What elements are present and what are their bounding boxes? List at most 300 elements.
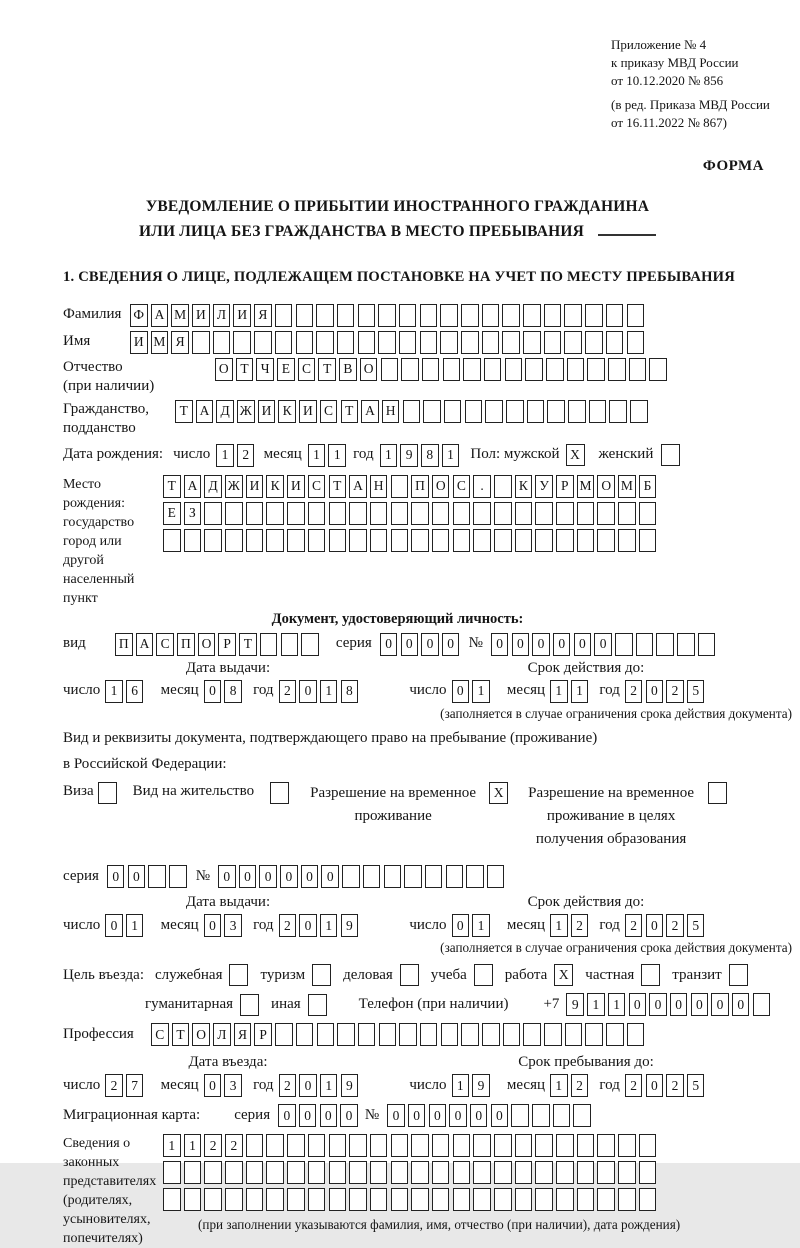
char-cell[interactable]: Т: [341, 400, 359, 423]
char-cell[interactable]: 1: [308, 444, 326, 467]
char-cell[interactable]: 0: [491, 633, 509, 656]
char-cell[interactable]: [515, 502, 533, 525]
char-cell[interactable]: [453, 1188, 471, 1211]
char-cell[interactable]: [296, 304, 314, 327]
char-cell[interactable]: [342, 865, 360, 888]
char-cell[interactable]: И: [130, 331, 148, 354]
char-cell[interactable]: [564, 304, 582, 327]
char-cell[interactable]: [556, 1134, 574, 1157]
char-cell[interactable]: [432, 1188, 450, 1211]
char-cell[interactable]: О: [432, 475, 450, 498]
char-cell[interactable]: [618, 1134, 636, 1157]
char-cell[interactable]: [523, 331, 541, 354]
char-cell[interactable]: [169, 865, 187, 888]
char-cell[interactable]: [556, 1161, 574, 1184]
char-cell[interactable]: 0: [218, 865, 236, 888]
char-cell[interactable]: [473, 1134, 491, 1157]
char-cell[interactable]: Т: [318, 358, 336, 381]
char-cell[interactable]: 1: [328, 444, 346, 467]
char-cell[interactable]: 0: [280, 865, 298, 888]
char-cell[interactable]: К: [278, 400, 296, 423]
char-cell[interactable]: 7: [126, 1074, 144, 1097]
purpose-transit-checkbox[interactable]: [729, 964, 748, 986]
char-cell[interactable]: 2: [237, 444, 255, 467]
char-cell[interactable]: [597, 1161, 615, 1184]
char-cell[interactable]: 1: [550, 680, 568, 703]
char-cell[interactable]: [266, 1188, 284, 1211]
char-cell[interactable]: 1: [608, 993, 626, 1016]
char-cell[interactable]: 0: [380, 633, 398, 656]
char-cell[interactable]: [525, 358, 543, 381]
purpose-work-checkbox[interactable]: X: [554, 964, 573, 986]
char-cell[interactable]: [308, 1134, 326, 1157]
char-cell[interactable]: [698, 633, 716, 656]
char-cell[interactable]: [506, 400, 524, 423]
char-cell[interactable]: 0: [452, 914, 470, 937]
char-cell[interactable]: 0: [691, 993, 709, 1016]
char-cell[interactable]: [494, 1134, 512, 1157]
char-cell[interactable]: [482, 1023, 500, 1046]
char-cell[interactable]: [556, 529, 574, 552]
char-cell[interactable]: [494, 1188, 512, 1211]
char-cell[interactable]: [275, 1023, 293, 1046]
char-cell[interactable]: [535, 1188, 553, 1211]
char-cell[interactable]: [233, 331, 251, 354]
char-cell[interactable]: Е: [277, 358, 295, 381]
char-cell[interactable]: А: [196, 400, 214, 423]
char-cell[interactable]: 5: [687, 1074, 705, 1097]
char-cell[interactable]: 0: [107, 865, 125, 888]
char-cell[interactable]: [453, 1134, 471, 1157]
char-cell[interactable]: [432, 1161, 450, 1184]
char-cell[interactable]: [391, 529, 409, 552]
char-cell[interactable]: Ж: [237, 400, 255, 423]
char-cell[interactable]: 0: [574, 633, 592, 656]
char-cell[interactable]: И: [246, 475, 264, 498]
char-cell[interactable]: 0: [429, 1104, 447, 1127]
char-cell[interactable]: [225, 1161, 243, 1184]
char-cell[interactable]: Р: [556, 475, 574, 498]
char-cell[interactable]: [391, 1188, 409, 1211]
char-cell[interactable]: [379, 1023, 397, 1046]
char-cell[interactable]: [618, 1161, 636, 1184]
char-cell[interactable]: [577, 1161, 595, 1184]
char-cell[interactable]: [473, 529, 491, 552]
sex-male-checkbox[interactable]: X: [566, 444, 585, 466]
char-cell[interactable]: 2: [571, 1074, 589, 1097]
char-cell[interactable]: 1: [320, 914, 338, 937]
char-cell[interactable]: [213, 331, 231, 354]
char-cell[interactable]: 5: [687, 914, 705, 937]
char-cell[interactable]: [630, 400, 648, 423]
char-cell[interactable]: [494, 1161, 512, 1184]
char-cell[interactable]: [349, 502, 367, 525]
char-cell[interactable]: [308, 1161, 326, 1184]
char-cell[interactable]: 0: [649, 993, 667, 1016]
char-cell[interactable]: [463, 358, 481, 381]
char-cell[interactable]: [502, 331, 520, 354]
char-cell[interactable]: [639, 1134, 657, 1157]
char-cell[interactable]: [639, 502, 657, 525]
char-cell[interactable]: [544, 304, 562, 327]
char-cell[interactable]: [461, 1023, 479, 1046]
char-cell[interactable]: [585, 1023, 603, 1046]
char-cell[interactable]: 9: [400, 444, 418, 467]
char-cell[interactable]: [494, 475, 512, 498]
char-cell[interactable]: Р: [254, 1023, 272, 1046]
char-cell[interactable]: [148, 865, 166, 888]
char-cell[interactable]: [523, 304, 541, 327]
char-cell[interactable]: [246, 502, 264, 525]
char-cell[interactable]: 1: [184, 1134, 202, 1157]
char-cell[interactable]: 0: [387, 1104, 405, 1127]
char-cell[interactable]: 1: [550, 914, 568, 937]
char-cell[interactable]: [609, 400, 627, 423]
char-cell[interactable]: 0: [299, 680, 317, 703]
char-cell[interactable]: 0: [340, 1104, 358, 1127]
char-cell[interactable]: [618, 502, 636, 525]
char-cell[interactable]: 9: [341, 914, 359, 937]
char-cell[interactable]: [337, 331, 355, 354]
char-cell[interactable]: 0: [449, 1104, 467, 1127]
char-cell[interactable]: 0: [594, 633, 612, 656]
char-cell[interactable]: [544, 1023, 562, 1046]
char-cell[interactable]: [163, 1161, 181, 1184]
char-cell[interactable]: Л: [213, 1023, 231, 1046]
purpose-business-checkbox[interactable]: [400, 964, 419, 986]
char-cell[interactable]: 2: [666, 680, 684, 703]
char-cell[interactable]: [577, 1188, 595, 1211]
char-cell[interactable]: 2: [625, 914, 643, 937]
char-cell[interactable]: 1: [126, 914, 144, 937]
char-cell[interactable]: 9: [566, 993, 584, 1016]
char-cell[interactable]: З: [184, 502, 202, 525]
char-cell[interactable]: 0: [470, 1104, 488, 1127]
char-cell[interactable]: 6: [126, 680, 144, 703]
char-cell[interactable]: 0: [299, 914, 317, 937]
char-cell[interactable]: [316, 331, 334, 354]
char-cell[interactable]: 9: [341, 1074, 359, 1097]
char-cell[interactable]: [399, 304, 417, 327]
char-cell[interactable]: 0: [278, 1104, 296, 1127]
char-cell[interactable]: 1: [216, 444, 234, 467]
char-cell[interactable]: С: [308, 475, 326, 498]
char-cell[interactable]: Р: [218, 633, 236, 656]
char-cell[interactable]: 1: [452, 1074, 470, 1097]
char-cell[interactable]: [370, 1188, 388, 1211]
char-cell[interactable]: [246, 1161, 264, 1184]
char-cell[interactable]: Д: [204, 475, 222, 498]
char-cell[interactable]: [349, 529, 367, 552]
char-cell[interactable]: [275, 304, 293, 327]
char-cell[interactable]: [370, 529, 388, 552]
char-cell[interactable]: [597, 529, 615, 552]
char-cell[interactable]: [246, 1134, 264, 1157]
char-cell[interactable]: 5: [687, 680, 705, 703]
char-cell[interactable]: [535, 529, 553, 552]
char-cell[interactable]: [443, 358, 461, 381]
char-cell[interactable]: Т: [163, 475, 181, 498]
char-cell[interactable]: 0: [321, 865, 339, 888]
char-cell[interactable]: [494, 529, 512, 552]
char-cell[interactable]: [275, 331, 293, 354]
char-cell[interactable]: [391, 1161, 409, 1184]
char-cell[interactable]: [184, 1161, 202, 1184]
char-cell[interactable]: 0: [128, 865, 146, 888]
char-cell[interactable]: [349, 1188, 367, 1211]
char-cell[interactable]: К: [515, 475, 533, 498]
char-cell[interactable]: Т: [175, 400, 193, 423]
char-cell[interactable]: [432, 1134, 450, 1157]
char-cell[interactable]: [411, 502, 429, 525]
purpose-humanitarian-checkbox[interactable]: [240, 994, 259, 1016]
char-cell[interactable]: М: [618, 475, 636, 498]
char-cell[interactable]: Ж: [225, 475, 243, 498]
purpose-private-checkbox[interactable]: [641, 964, 660, 986]
char-cell[interactable]: [453, 502, 471, 525]
char-cell[interactable]: 0: [452, 680, 470, 703]
char-cell[interactable]: А: [136, 633, 154, 656]
char-cell[interactable]: [411, 1188, 429, 1211]
char-cell[interactable]: [639, 1188, 657, 1211]
char-cell[interactable]: [473, 502, 491, 525]
char-cell[interactable]: Т: [172, 1023, 190, 1046]
char-cell[interactable]: [378, 304, 396, 327]
char-cell[interactable]: 0: [401, 633, 419, 656]
char-cell[interactable]: [378, 331, 396, 354]
char-cell[interactable]: [370, 502, 388, 525]
char-cell[interactable]: 8: [341, 680, 359, 703]
char-cell[interactable]: 0: [670, 993, 688, 1016]
char-cell[interactable]: [535, 1134, 553, 1157]
char-cell[interactable]: 0: [204, 1074, 222, 1097]
char-cell[interactable]: [589, 400, 607, 423]
char-cell[interactable]: [337, 1023, 355, 1046]
char-cell[interactable]: О: [597, 475, 615, 498]
char-cell[interactable]: Я: [254, 304, 272, 327]
char-cell[interactable]: [585, 331, 603, 354]
char-cell[interactable]: [432, 502, 450, 525]
char-cell[interactable]: [556, 1188, 574, 1211]
char-cell[interactable]: 2: [666, 914, 684, 937]
char-cell[interactable]: 2: [279, 680, 297, 703]
char-cell[interactable]: [547, 400, 565, 423]
char-cell[interactable]: [511, 1104, 529, 1127]
char-cell[interactable]: [287, 502, 305, 525]
char-cell[interactable]: [444, 400, 462, 423]
char-cell[interactable]: [564, 331, 582, 354]
char-cell[interactable]: [411, 1161, 429, 1184]
char-cell[interactable]: [515, 1188, 533, 1211]
char-cell[interactable]: Ч: [256, 358, 274, 381]
char-cell[interactable]: И: [258, 400, 276, 423]
char-cell[interactable]: [329, 1134, 347, 1157]
char-cell[interactable]: [425, 865, 443, 888]
char-cell[interactable]: [446, 865, 464, 888]
char-cell[interactable]: [494, 502, 512, 525]
char-cell[interactable]: 0: [711, 993, 729, 1016]
char-cell[interactable]: С: [453, 475, 471, 498]
char-cell[interactable]: 0: [442, 633, 460, 656]
char-cell[interactable]: [627, 331, 645, 354]
char-cell[interactable]: О: [192, 1023, 210, 1046]
char-cell[interactable]: [535, 502, 553, 525]
char-cell[interactable]: 2: [571, 914, 589, 937]
char-cell[interactable]: 0: [408, 1104, 426, 1127]
char-cell[interactable]: [296, 331, 314, 354]
char-cell[interactable]: [502, 304, 520, 327]
char-cell[interactable]: С: [156, 633, 174, 656]
char-cell[interactable]: [608, 358, 626, 381]
char-cell[interactable]: [627, 1023, 645, 1046]
char-cell[interactable]: 0: [553, 633, 571, 656]
char-cell[interactable]: Т: [236, 358, 254, 381]
residence-permit-checkbox[interactable]: [270, 782, 289, 804]
char-cell[interactable]: [461, 304, 479, 327]
char-cell[interactable]: [404, 865, 422, 888]
char-cell[interactable]: [401, 358, 419, 381]
char-cell[interactable]: 2: [225, 1134, 243, 1157]
char-cell[interactable]: [618, 1188, 636, 1211]
char-cell[interactable]: [308, 1188, 326, 1211]
sex-female-checkbox[interactable]: [661, 444, 680, 466]
char-cell[interactable]: 1: [320, 680, 338, 703]
char-cell[interactable]: Ф: [130, 304, 148, 327]
char-cell[interactable]: [597, 1134, 615, 1157]
char-cell[interactable]: [204, 502, 222, 525]
char-cell[interactable]: [358, 1023, 376, 1046]
char-cell[interactable]: 0: [299, 1074, 317, 1097]
char-cell[interactable]: [515, 529, 533, 552]
char-cell[interactable]: [636, 633, 654, 656]
char-cell[interactable]: [337, 304, 355, 327]
char-cell[interactable]: [453, 1161, 471, 1184]
char-cell[interactable]: [316, 304, 334, 327]
char-cell[interactable]: [204, 1161, 222, 1184]
char-cell[interactable]: [606, 304, 624, 327]
char-cell[interactable]: [225, 529, 243, 552]
char-cell[interactable]: [618, 529, 636, 552]
char-cell[interactable]: О: [215, 358, 233, 381]
char-cell[interactable]: [391, 1134, 409, 1157]
char-cell[interactable]: П: [115, 633, 133, 656]
char-cell[interactable]: [403, 400, 421, 423]
char-cell[interactable]: [482, 331, 500, 354]
char-cell[interactable]: 0: [204, 914, 222, 937]
char-cell[interactable]: [466, 865, 484, 888]
char-cell[interactable]: [587, 358, 605, 381]
char-cell[interactable]: [192, 331, 210, 354]
char-cell[interactable]: 9: [472, 1074, 490, 1097]
char-cell[interactable]: [573, 1104, 591, 1127]
char-cell[interactable]: [523, 1023, 541, 1046]
char-cell[interactable]: [656, 633, 674, 656]
char-cell[interactable]: [363, 865, 381, 888]
char-cell[interactable]: А: [151, 304, 169, 327]
char-cell[interactable]: 1: [587, 993, 605, 1016]
char-cell[interactable]: 1: [380, 444, 398, 467]
char-cell[interactable]: [391, 475, 409, 498]
char-cell[interactable]: И: [233, 304, 251, 327]
edu-permit-checkbox[interactable]: [708, 782, 727, 804]
char-cell[interactable]: [544, 331, 562, 354]
char-cell[interactable]: [411, 529, 429, 552]
char-cell[interactable]: [453, 529, 471, 552]
char-cell[interactable]: С: [151, 1023, 169, 1046]
char-cell[interactable]: О: [198, 633, 216, 656]
char-cell[interactable]: [440, 331, 458, 354]
temp-permit-checkbox[interactable]: X: [489, 782, 508, 804]
char-cell[interactable]: М: [577, 475, 595, 498]
char-cell[interactable]: 2: [625, 680, 643, 703]
char-cell[interactable]: [615, 633, 633, 656]
char-cell[interactable]: [627, 304, 645, 327]
char-cell[interactable]: Е: [163, 502, 181, 525]
char-cell[interactable]: 1: [163, 1134, 181, 1157]
char-cell[interactable]: [585, 304, 603, 327]
char-cell[interactable]: [505, 358, 523, 381]
char-cell[interactable]: [503, 1023, 521, 1046]
char-cell[interactable]: 0: [646, 914, 664, 937]
char-cell[interactable]: Л: [213, 304, 231, 327]
char-cell[interactable]: [553, 1104, 571, 1127]
char-cell[interactable]: [287, 529, 305, 552]
char-cell[interactable]: [287, 1188, 305, 1211]
char-cell[interactable]: 2: [625, 1074, 643, 1097]
char-cell[interactable]: [432, 529, 450, 552]
char-cell[interactable]: [204, 529, 222, 552]
char-cell[interactable]: [370, 1134, 388, 1157]
char-cell[interactable]: 1: [105, 680, 123, 703]
char-cell[interactable]: М: [151, 331, 169, 354]
char-cell[interactable]: 2: [204, 1134, 222, 1157]
char-cell[interactable]: Н: [370, 475, 388, 498]
char-cell[interactable]: Б: [639, 475, 657, 498]
char-cell[interactable]: Я: [234, 1023, 252, 1046]
char-cell[interactable]: [420, 331, 438, 354]
char-cell[interactable]: О: [360, 358, 378, 381]
char-cell[interactable]: 2: [279, 914, 297, 937]
char-cell[interactable]: 1: [571, 680, 589, 703]
char-cell[interactable]: [260, 633, 278, 656]
char-cell[interactable]: 0: [299, 1104, 317, 1127]
char-cell[interactable]: [329, 502, 347, 525]
char-cell[interactable]: [465, 400, 483, 423]
char-cell[interactable]: 2: [666, 1074, 684, 1097]
char-cell[interactable]: 8: [224, 680, 242, 703]
char-cell[interactable]: [485, 400, 503, 423]
char-cell[interactable]: А: [349, 475, 367, 498]
char-cell[interactable]: К: [266, 475, 284, 498]
char-cell[interactable]: 0: [732, 993, 750, 1016]
char-cell[interactable]: 3: [224, 1074, 242, 1097]
char-cell[interactable]: [532, 1104, 550, 1127]
char-cell[interactable]: [422, 358, 440, 381]
char-cell[interactable]: 2: [105, 1074, 123, 1097]
char-cell[interactable]: 0: [421, 633, 439, 656]
char-cell[interactable]: 0: [204, 680, 222, 703]
char-cell[interactable]: [349, 1134, 367, 1157]
char-cell[interactable]: [246, 1188, 264, 1211]
char-cell[interactable]: [287, 1161, 305, 1184]
char-cell[interactable]: [399, 331, 417, 354]
char-cell[interactable]: П: [411, 475, 429, 498]
char-cell[interactable]: [753, 993, 771, 1016]
char-cell[interactable]: [473, 1161, 491, 1184]
char-cell[interactable]: [349, 1161, 367, 1184]
char-cell[interactable]: [358, 331, 376, 354]
char-cell[interactable]: [399, 1023, 417, 1046]
